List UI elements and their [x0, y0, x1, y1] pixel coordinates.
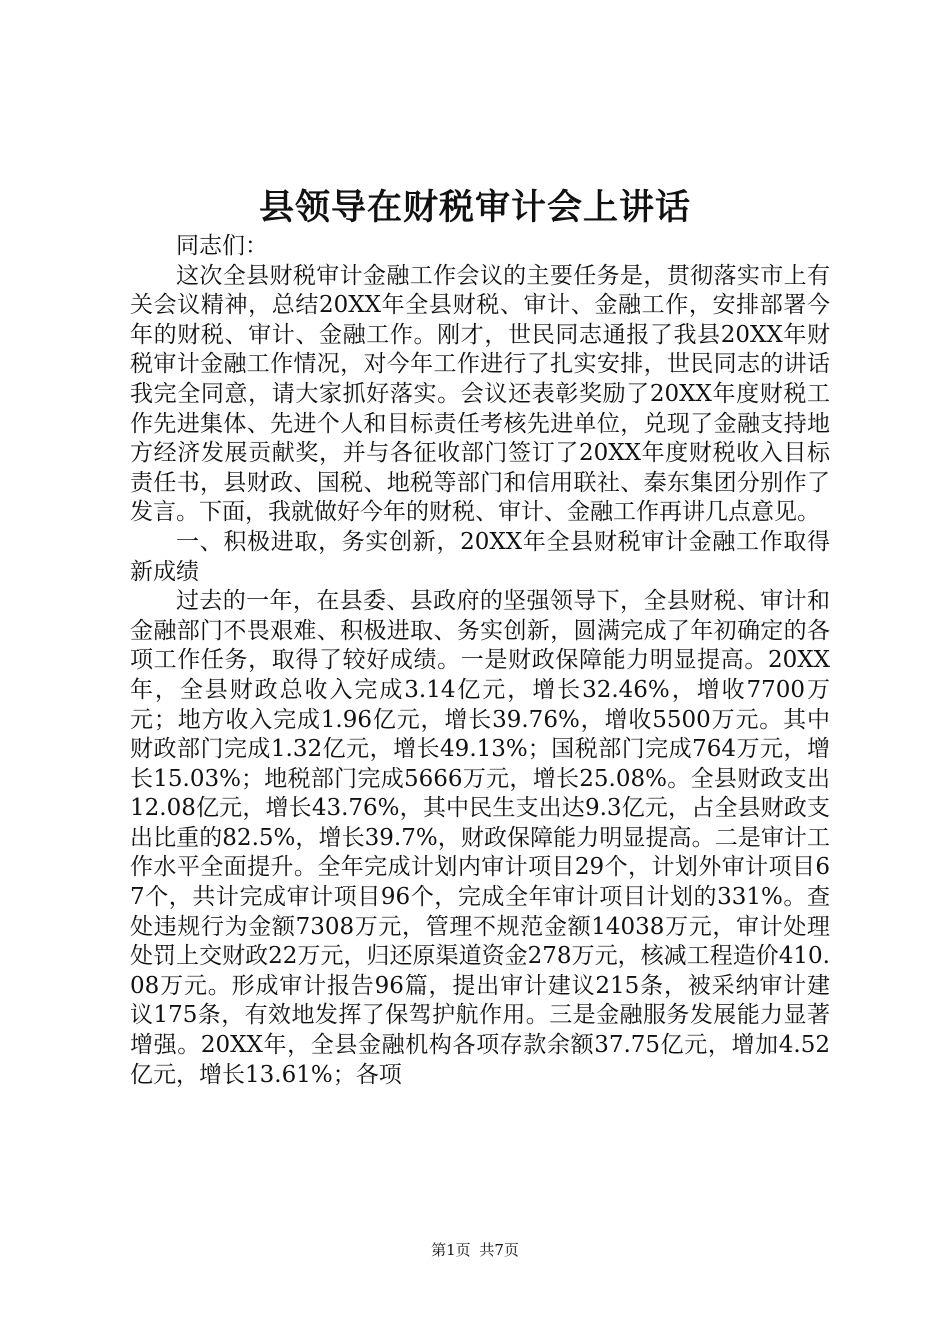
total-pages: 共7页 — [479, 1241, 519, 1259]
salutation: 同志们： — [176, 233, 268, 259]
paragraph-achievements: 过去的一年，在县委、县政府的坚强领导下，全县财税、审计和金融部门不畏艰难、积极进取、务实创新，圆满完成了年初确定的各项工作任务，取得了较好成绩。一是财政保障能力明显提高。20XX年，全县财政总收入完成3.14亿元，增长32.46%，增收7700万元；地方收入完成1.96亿元，增长39.76%，增收5500万元。其中财政部门完成1.32亿元，增长49.13%；国税部门完成764万元，增长15.03%；地税部门完成5666万元，增长25.08%。全县财政支出12.08亿元，增长43.76%，其中民生支出达9.3亿元，占全县财政支出比重的82.5%，增长39.7%，财政保障能力明显提高。二是审计工作水平全面提升。全年完成计划内审计项目29个，计划外审计项目67个，共计完成审计项目96个，完成全年审计项目计划的331%。查处违规行为金额7308万元，管理不规范金额14038万元，审计处理处罚上交财政22万元，归还原渠道资金278万元，核减工程造价410.08万元。形成审计报告96篇，提出审计建议215条，被采纳审计建议175条，有效地发挥了保驾护航作用。三是金融服务发展能力显著增强。20XX年，全县金融机构各项存款余额37.75亿元，增加4.52亿元，增长13.61%；各项 — [130, 588, 830, 1088]
page-number: 第1页 — [431, 1241, 471, 1259]
section-heading-1: 一、积极进取，务实创新，20XX年全县财税审计金融工作取得新成绩 — [130, 528, 830, 585]
paragraph-intro: 这次全县财税审计金融工作会议的主要任务是，贯彻落实市上有关会议精神，总结20XX年全县财税、审计、金融工作，安排部署今年的财税、审计、金融工作。刚才，世民同志通报了我县20XX年财税审计金融工作情况，对今年工作进行了扎实安排，世民同志的讲话我完全同意，请大家抓好落实。会议还表彰奖励了20XX年度财税工作先进集体、先进个人和目标责任考核先进单位，兑现了金融支持地方经济发展贡献奖，并与各征收部门签订了20XX年度财税收入目标责任书，县财政、国税、地税等部门和信用联社、秦东集团分别作了发言。下面，我就做好今年的财税、审计、金融工作再讲几点意见。 — [130, 262, 830, 526]
document-body — [130, 232, 830, 1090]
page-footer — [0, 1240, 950, 1260]
document-title: 县领导在财税审计会上讲话 — [258, 187, 691, 228]
